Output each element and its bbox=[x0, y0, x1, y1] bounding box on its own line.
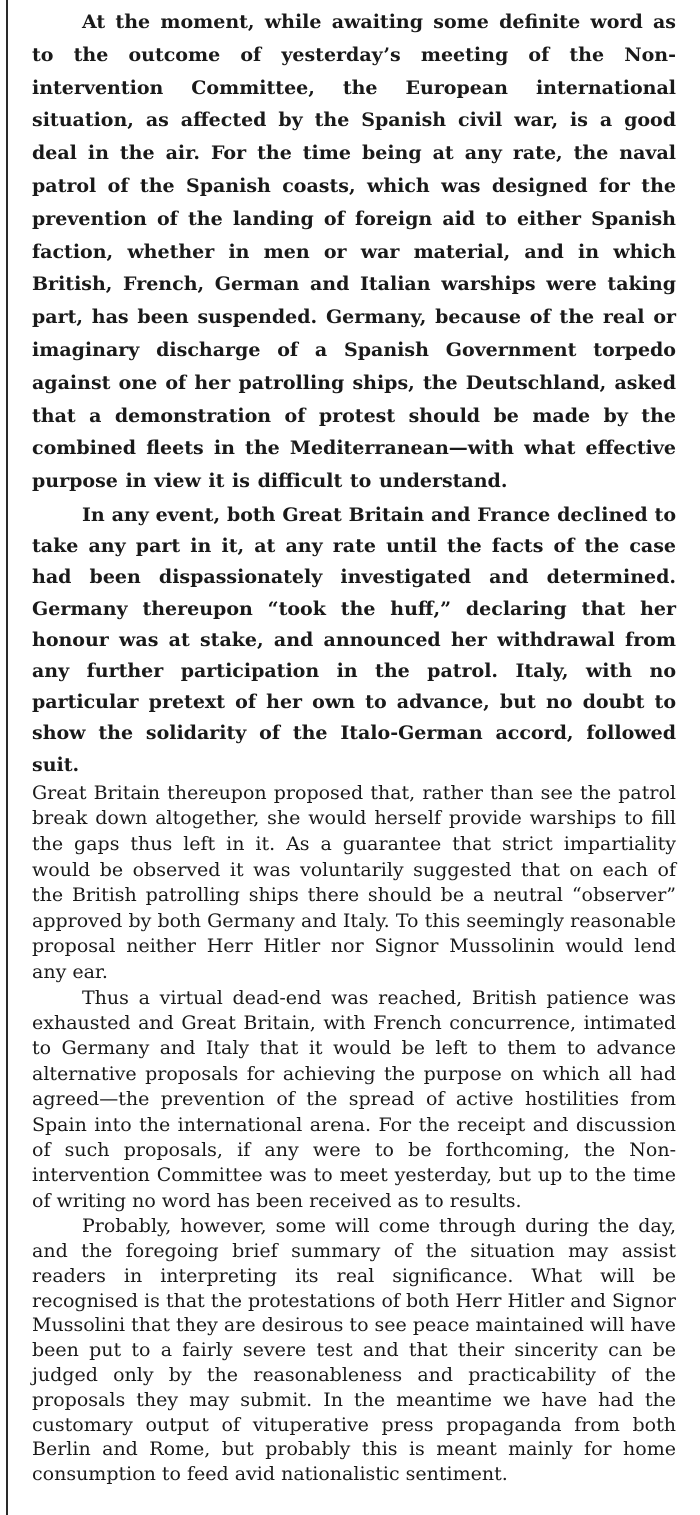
paragraph-2: In any event, both Great Britain and France declined to take any part in it, at any rate until the facts of the case had been dispassionately investigated and determined. Germany thereupon “took the huff,” declaring that her honour was at stake, and announced her withdrawal from any further participation in the patrol. Italy, with no particular pretext of her own to advance, but no doubt to show the solidarity of the Italo-German accord, followed suit. bbox=[32, 503, 676, 776]
paragraph-5: Probably, however, some will come through during the day, and the foregoing brief summary of the situation may assist readers in interpreting its real significance. What will be recognised is that the protestations of both Herr Hitler and Signor Mussolini that they are desirous to see peace maintained will have been put to a fairly severe test and that their sincerity can be judged only by the reasonableness and practicability of the proposals they may submit. In the meantime we have had the customary output of vituperative press propaganda from both Berlin and Rome, but probably this is meant mainly for home consumption to feed avid nationalistic sentiment. bbox=[32, 1215, 676, 1486]
paragraph-1: At the moment, while awaiting some definite word as to the outcome of yesterday’s meeting of the Non-intervention Committee, the European international situation, as affected by the Spanish civil war, is a good deal in the air. For the time being at any rate, the naval patrol of the Spanish coasts, which was designed for the prevention of the landing of foreign aid to either Spanish faction, whether in men or war material, and in which British, French, German and Italian warships were taking part, has been suspended. Germany, because of the real or imaginary discharge of a Spanish Government torpedo against one of her patrolling ships, the Deutschland, asked that a demonstration of protest should be made by the combined fleets in the Mediterranean—with what effective purpose in view it is difficult to understand. bbox=[32, 11, 676, 493]
column-rule bbox=[6, 0, 8, 1515]
article-column bbox=[32, 6, 676, 1487]
paragraph-4: Thus a virtual dead-end was reached, British patience was exhausted and Great Britain, with French concurrence, intimated to Germany and Italy that it would be left to them to advance alternative proposals for achieving the purpose on which all had agreed—the prevention of the spread of active hostilities from Spain into the international arena. For the receipt and discussion of such proposals, if any were to be forthcoming, the Non-intervention Committee was to meet yesterday, but up to the time of writing no word has been received as to results. bbox=[32, 986, 676, 1212]
paragraph-3: Great Britain thereupon proposed that, rather than see the patrol break down altogether, she would herself provide warships to fill the gaps thus left in it. As a guarantee that strict impartiality would be observed it was voluntarily suggested that on each of the British patrolling ships there should be a neutral “observer” approved by both Germany and Italy. To this seemingly reasonable proposal neither Herr Hitler nor Signor Mussolinin would lend any ear. bbox=[32, 781, 676, 983]
